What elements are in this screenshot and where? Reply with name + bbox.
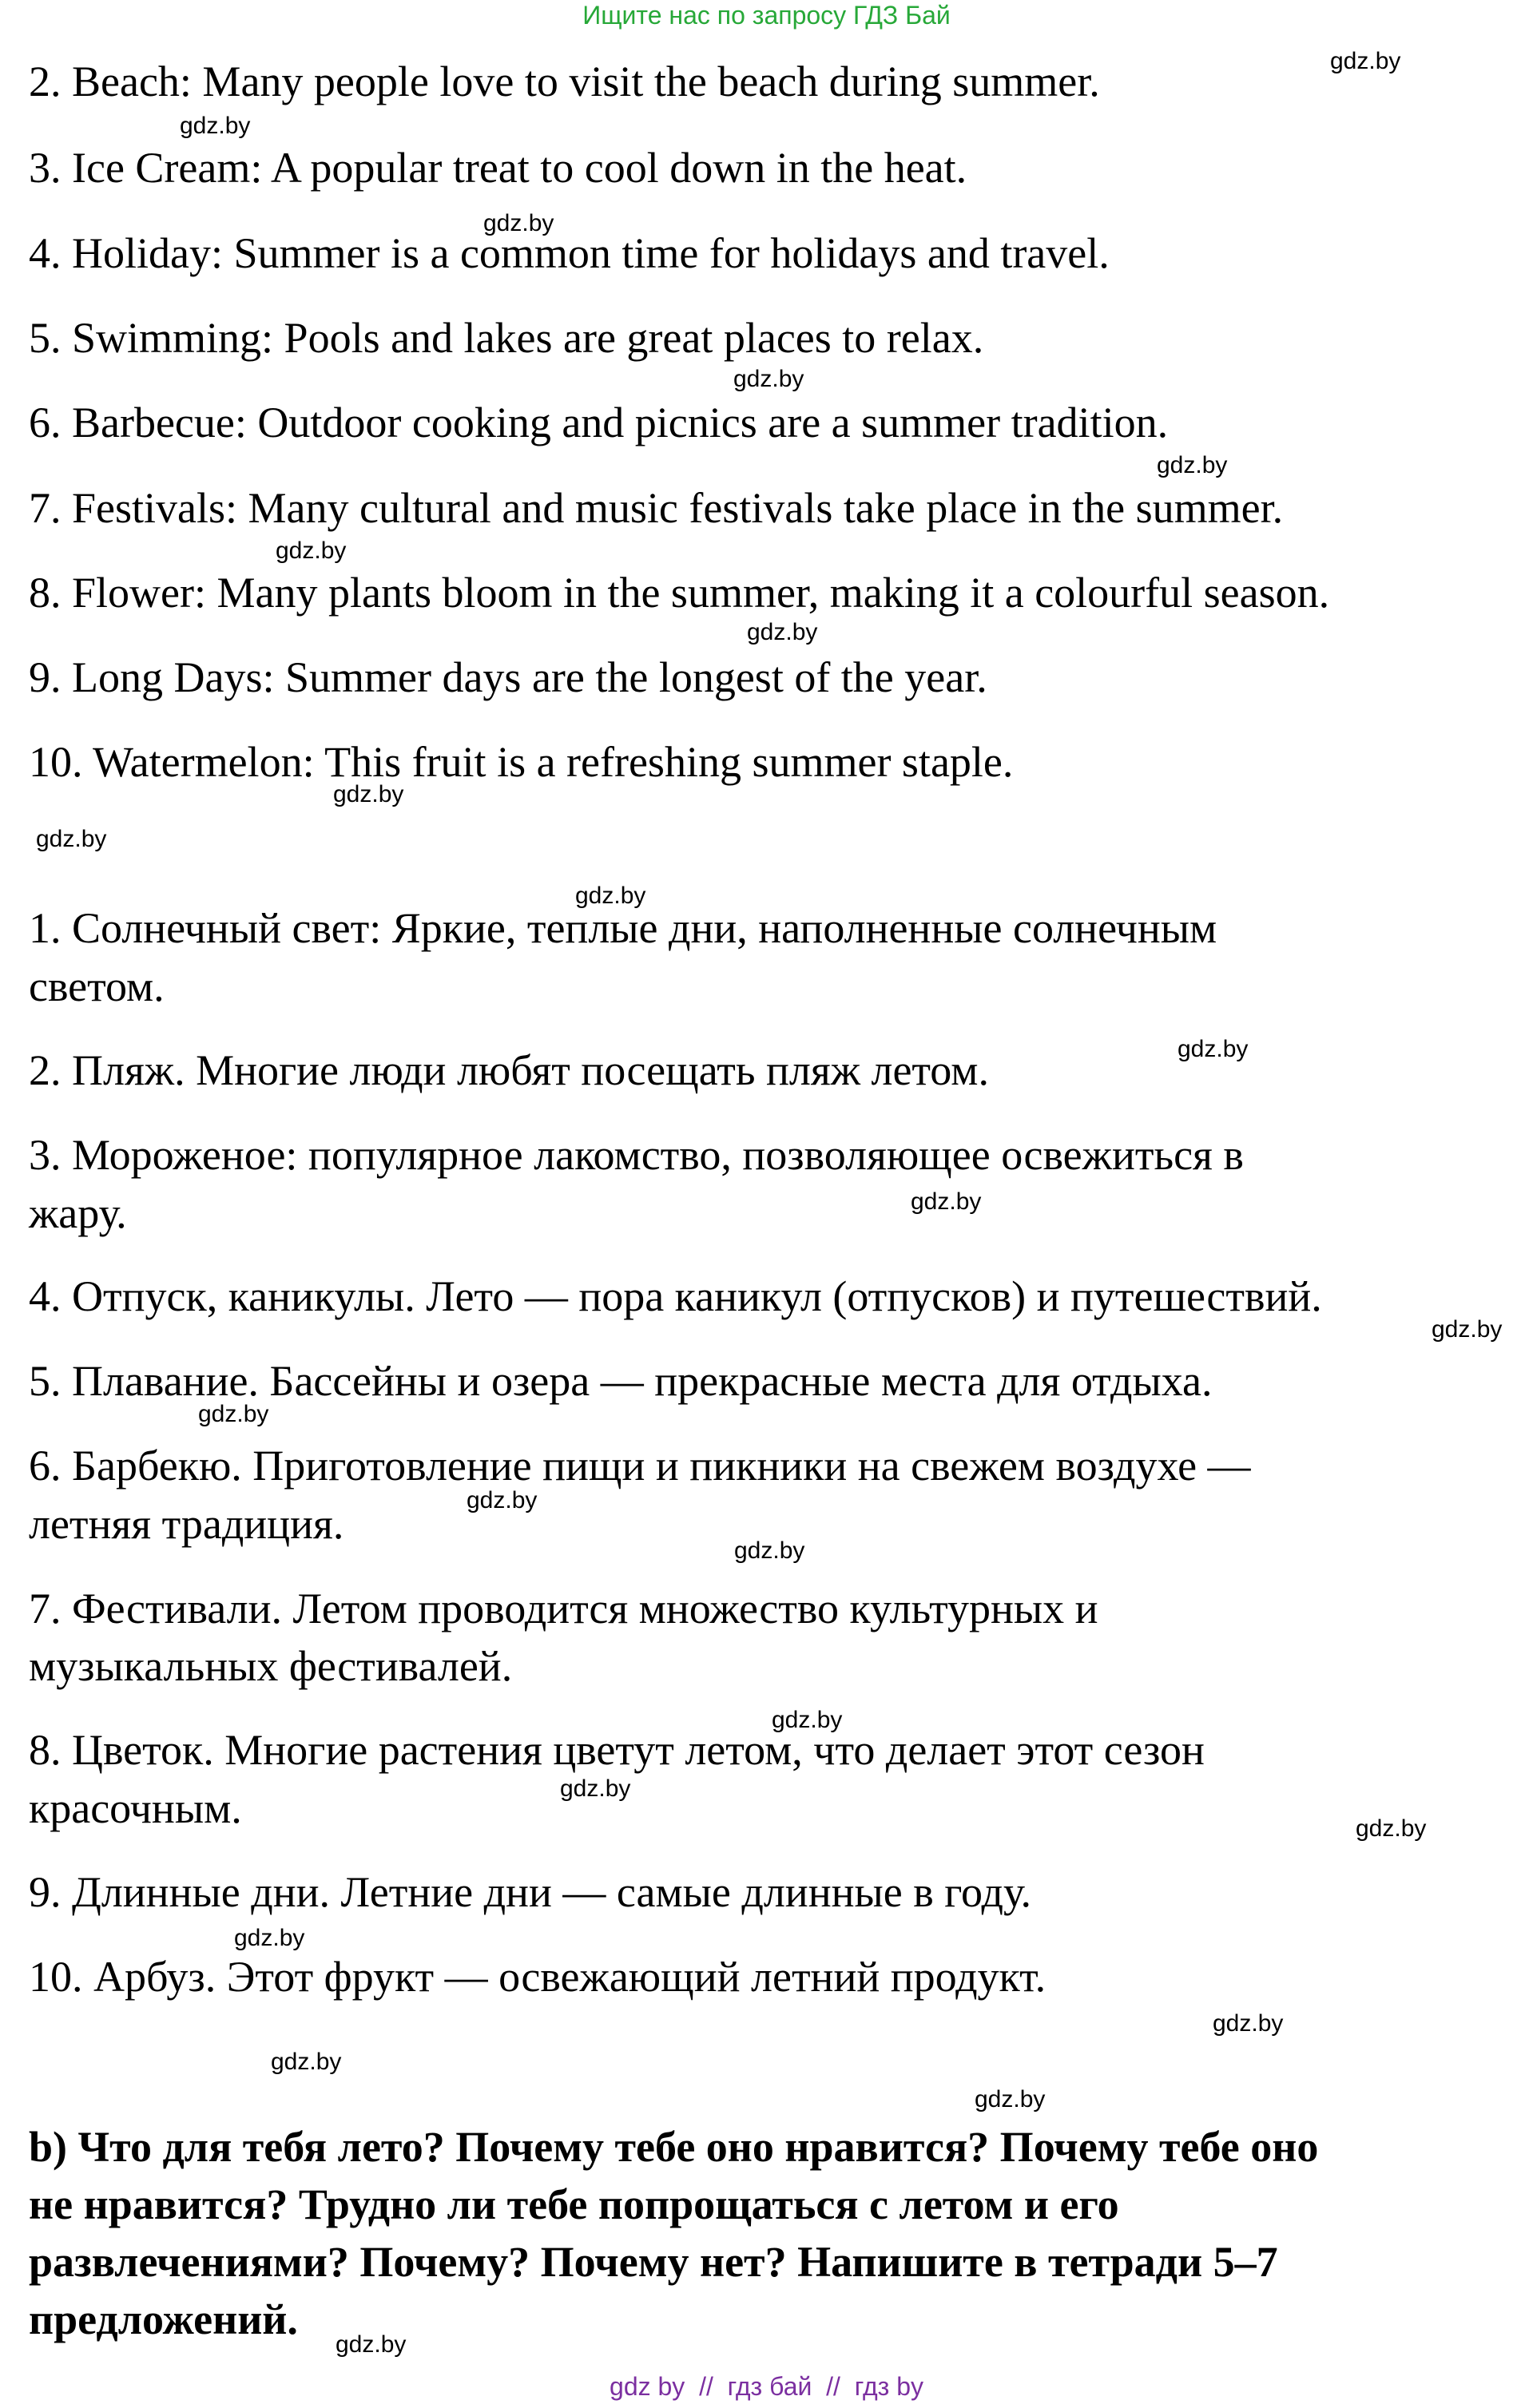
watermark: gdz.by xyxy=(1178,1036,1249,1062)
watermark: gdz.by xyxy=(560,1775,631,1802)
english-item: 8. Flower: Many plants bloom in the summer, making it a colourful season. xyxy=(29,569,1330,617)
english-item: 3. Ice Cream: A popular treat to cool down in the heat. xyxy=(29,144,967,192)
russian-item: летняя традиция. xyxy=(29,1500,344,1548)
watermark: gdz.by xyxy=(747,619,818,645)
watermark: gdz.by xyxy=(36,826,107,852)
english-item: 7. Festivals: Many cultural and music festivals take place in the summer. xyxy=(29,484,1284,532)
watermark: gdz.by xyxy=(1157,452,1228,478)
russian-item: 4. Отпуск, каникулы. Лето — пора каникул (отпусков) и путешествий. xyxy=(29,1272,1322,1320)
question-text: предложений. xyxy=(29,2295,298,2343)
watermark: gdz.by xyxy=(483,210,554,236)
watermark: gdz.by xyxy=(198,1401,269,1427)
russian-item: 1. Солнечный свет: Яркие, теплые дни, наполненные солнечным xyxy=(29,904,1217,952)
watermark: gdz.by xyxy=(276,538,347,564)
watermark: gdz.by xyxy=(234,1925,305,1951)
watermark: gdz.by xyxy=(333,781,404,807)
watermark: gdz.by xyxy=(336,2331,407,2358)
english-item: 2. Beach: Many people love to visit the beach during summer. xyxy=(29,58,1100,105)
watermark: gdz.by xyxy=(1330,48,1401,74)
russian-item: 7. Фестивали. Летом проводится множество культурных и xyxy=(29,1585,1098,1632)
question-text: развлечениями? Почему? Почему нет? Напишите в тетради 5–7 xyxy=(29,2238,1278,2286)
russian-item: красочным. xyxy=(29,1784,242,1832)
russian-item: 3. Мороженое: популярное лакомство, позволяющее освежиться в xyxy=(29,1131,1244,1179)
watermark: gdz.by xyxy=(911,1188,982,1215)
english-item: 6. Barbecue: Outdoor cooking and picnics are a summer tradition. xyxy=(29,399,1169,446)
russian-item: 2. Пляж. Многие люди любят посещать пляж летом. xyxy=(29,1046,989,1094)
watermark: gdz.by xyxy=(1432,1316,1503,1343)
russian-item: 8. Цветок. Многие растения цветут летом, что делает этот сезон xyxy=(29,1726,1205,1774)
english-item: 5. Swimming: Pools and lakes are great places to relax. xyxy=(29,314,984,362)
russian-item: светом. xyxy=(29,962,165,1010)
question-text: b) Что для тебя лето? Почему тебе оно нравится? Почему тебе оно xyxy=(29,2123,1319,2171)
russian-item: 9. Длинные дни. Летние дни — самые длинные в году. xyxy=(29,1868,1032,1916)
question-text: не нравится? Трудно ли тебе попрощаться с летом и его xyxy=(29,2180,1119,2228)
russian-item: 6. Барбекю. Приготовление пищи и пикники на свежем воздухе — xyxy=(29,1442,1251,1490)
russian-item: музыкальных фестивалей. xyxy=(29,1642,513,1690)
watermark: gdz.by xyxy=(772,1707,843,1733)
watermark: gdz.by xyxy=(271,2049,342,2075)
watermark: gdz.by xyxy=(1213,2010,1284,2037)
russian-item: 10. Арбуз. Этот фрукт — освежающий летний продукт. xyxy=(29,1953,1046,2001)
footer-links: gdz by // гдз бай // гдз by xyxy=(610,2372,923,2401)
watermark: gdz.by xyxy=(733,366,804,392)
top-banner: Ищите нас по запросу ГДЗ Бай xyxy=(582,1,951,30)
russian-item: жару. xyxy=(29,1189,127,1237)
english-item: 10. Watermelon: This fruit is a refreshing summer staple. xyxy=(29,738,1014,786)
watermark: gdz.by xyxy=(180,113,251,139)
watermark: gdz.by xyxy=(1356,1815,1427,1842)
watermark: gdz.by xyxy=(467,1487,538,1513)
russian-item: 5. Плавание. Бассейны и озера — прекрасные места для отдыха. xyxy=(29,1357,1213,1405)
english-item: 9. Long Days: Summer days are the longest of the year. xyxy=(29,653,987,701)
english-item: 4. Holiday: Summer is a common time for holidays and travel. xyxy=(29,229,1110,277)
watermark: gdz.by xyxy=(575,883,646,909)
watermark: gdz.by xyxy=(734,1537,805,1564)
watermark: gdz.by xyxy=(975,2086,1046,2112)
